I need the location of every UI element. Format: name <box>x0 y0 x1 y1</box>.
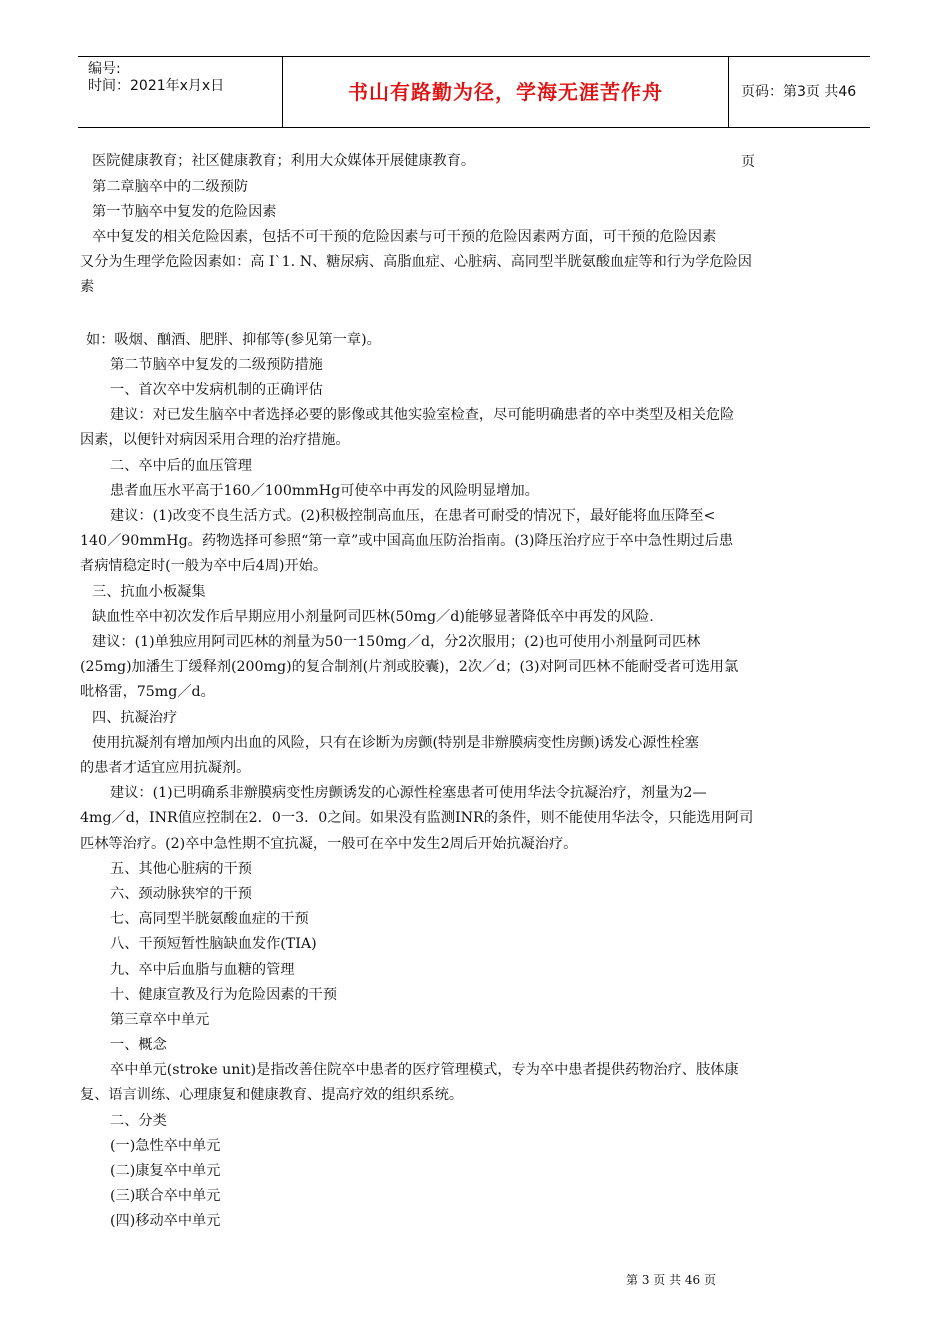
body-line: 吡格雷，75mg／d。 <box>80 684 215 700</box>
subsection-heading: 七、高同型半胱氨酸血症的干预 <box>110 911 309 927</box>
subsection-heading: 一、概念 <box>110 1037 167 1053</box>
header-meta <box>78 57 283 127</box>
list-item: (二)康复卒中单元 <box>110 1163 221 1179</box>
body-line: 又分为生理学危险因素如：高 I`1. N、糖尿病、高脂血症、心脏病、高同型半胱氨酸血症等和行为学危险因 <box>80 254 752 270</box>
body-line: 复、语言训练、心理康复和健康教育、提高疗效的组织系统。 <box>80 1087 464 1103</box>
section-heading: 第一节脑卒中复发的危险因素 <box>92 204 277 220</box>
body-line: 140／90mmHg。药物选择可参照“第一章”或中国高血压防治指南。(3)降压治疗应于卒中急性期过后患 <box>80 533 734 549</box>
body-line: (25mg)加潘生丁缓释剂(200mg)的复合制剂(片剂或胶囊)，2次／d；(3)对阿司匹林不能耐受者可选用氯 <box>80 659 739 675</box>
body-line: 建议：(1)已明确系非辦膜病变性房颤诱发的心源性栓塞患者可使用华法令抗凝治疗，剂量为2— <box>110 785 707 801</box>
header-page-info: 页码：第3页 共46页 <box>741 84 857 170</box>
subsection-heading: 二、分类 <box>110 1113 167 1129</box>
body-line: 使用抗凝剂有增加颅内出血的风险，只有在诊断为房颤(特别是非辦膜病变性房颤)诱发心源性栓塞 <box>92 735 699 751</box>
body-line: 者病情稳定时(一般为卒中后4周)开始。 <box>80 558 328 574</box>
subsection-heading: 十、健康宣教及行为危险因素的干预 <box>110 987 338 1003</box>
body-line: 患者血压水平高于160／100mmHg可使卒中再发的风险明显增加。 <box>110 483 539 499</box>
subsection-heading: 三、抗血小板凝集 <box>92 584 206 600</box>
list-item: (三)联合卒中单元 <box>110 1188 221 1204</box>
body-line: 的患者才适宜应用抗凝剂。 <box>80 760 251 776</box>
subsection-heading: 五、其他心脏病的干预 <box>110 861 252 877</box>
body-line: 建议：(1)改变不良生活方式。(2)积极控制高血压，在患者可耐受的情况下，最好能将血压降至< <box>110 508 716 524</box>
body-line: 4mg／d，INR值应控制在2．0一3．0之间。如果没有监测INR的条件，则不能使用华法令，只能选用阿司 <box>80 810 754 826</box>
subsection-heading: 六、颈动脉狭窄的干预 <box>110 886 252 902</box>
page-footer: 第 3 页 共 46 页 <box>626 1273 716 1287</box>
body-line: 素 <box>80 279 95 295</box>
subsection-heading: 二、卒中后的血压管理 <box>110 458 252 474</box>
list-item: (一)急性卒中单元 <box>110 1138 221 1154</box>
header-motto: 书山有路勤为径，学海无涯苦作舟 <box>283 57 729 127</box>
body-line: 卒中复发的相关危险因素，包括不可干预的危险因素与可干预的危险因素两方面，可干预的危险因素 <box>92 229 717 245</box>
body-line: 匹林等治疗。(2)卒中急性期不宜抗凝，一般可在卒中发生2周后开始抗凝治疗。 <box>80 836 578 852</box>
list-item: (四)移动卒中单元 <box>110 1213 221 1229</box>
subsection-heading: 九、卒中后血脂与血糖的管理 <box>110 962 295 978</box>
document-time-label: 时间：2021年x月x日 <box>88 78 225 94</box>
chapter-heading: 第二章脑卒中的二级预防 <box>92 179 249 195</box>
body-line: 建议：对已发生脑卒中者选择必要的影像或其他实验室检查，尽可能明确患者的卒中类型及相关危险 <box>110 407 735 423</box>
subsection-heading: 四、抗凝治疗 <box>92 710 178 726</box>
body-line: 医院健康教育；社区健康教育；利用大众媒体开展健康教育。 <box>92 153 476 169</box>
section-heading: 第二节脑卒中复发的二级预防措施 <box>110 357 323 373</box>
document-number-label: 编号: <box>88 61 121 77</box>
subsection-heading: 八、干预短暂性脑缺血发作(TIA) <box>110 936 317 952</box>
body-line: 卒中单元(stroke unit)是指改善住院卒中患者的医疗管理模式，专为卒中患者提供药物治疗、肢体康 <box>110 1062 739 1078</box>
body-line: 因素，以便针对病因采用合理的治疗措施。 <box>80 432 350 448</box>
body-line: 如：吸烟、酗酒、肥胖、抑郁等(参见第一章)。 <box>86 332 381 348</box>
subsection-heading: 一、首次卒中发病机制的正确评估 <box>110 382 323 398</box>
body-line: 建议：(1)单独应用阿司匹林的剂量为50一150mg／d，分2次服用；(2)也可使用小剂量阿司匹林 <box>92 634 701 650</box>
body-line: 缺血性卒中初次发作后早期应用小剂量阿司匹林(50mg／d)能够显著降低卒中再发的风险. <box>92 609 654 625</box>
chapter-heading: 第三章卒中单元 <box>110 1012 210 1028</box>
